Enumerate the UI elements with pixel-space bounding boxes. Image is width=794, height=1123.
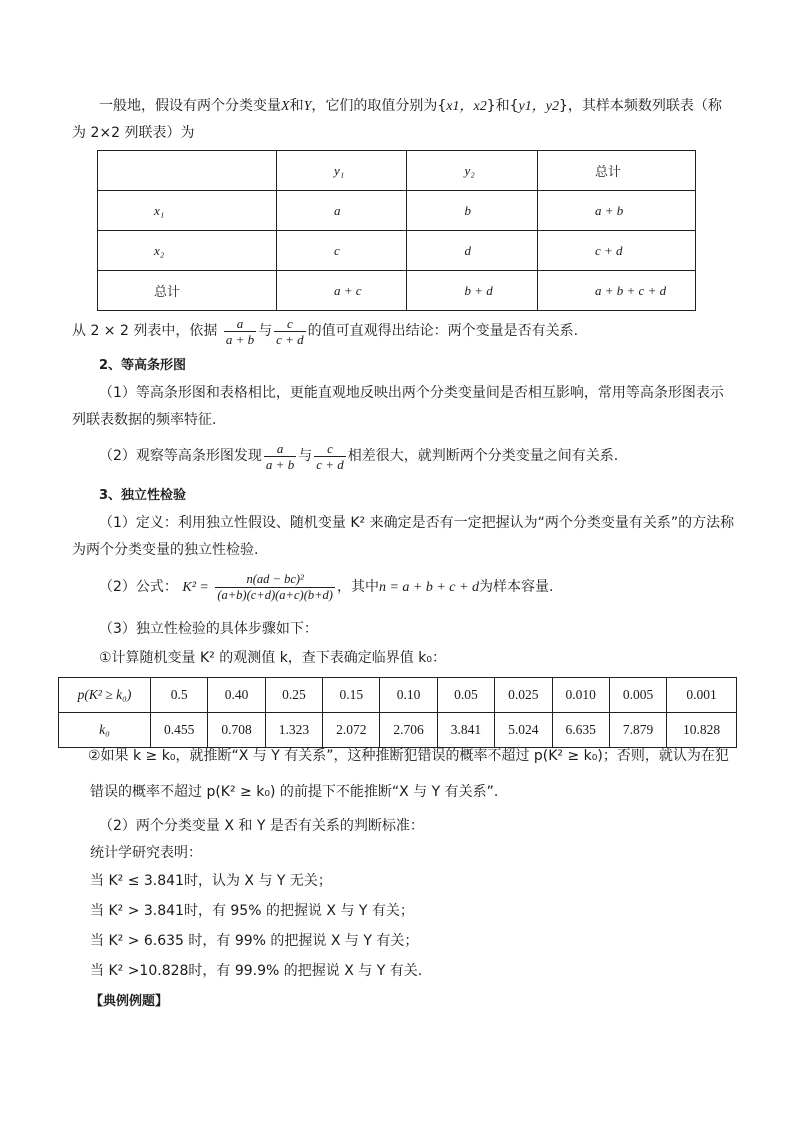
- table-cell: 3.841: [437, 713, 494, 748]
- fraction-a-over-a-plus-b: [264, 441, 296, 472]
- table-cell: 6.635: [552, 713, 609, 748]
- table-cell: 10.828: [667, 713, 737, 748]
- p2-suffix: 相差很大，就判断两个分类变量之间有关系.: [347, 448, 619, 464]
- x-values: x1，x2: [446, 99, 487, 114]
- intro-line-2: 为 2×2 列联表）为: [72, 125, 195, 141]
- table-cell: 0.010: [552, 678, 609, 713]
- table-cell: 2.072: [323, 713, 380, 748]
- step-2-line1: ②如果 k ≥ k₀，就推断“X 与 Y 有关系”，这种推断犯错误的概率不超过 p(K² ≥ k₀)；否则，就认为在犯: [88, 748, 729, 764]
- var-y: Y: [303, 99, 312, 114]
- criterion-2: 当 K² > 3.841时，有 95% 的把握说 X 与 Y 有关；: [90, 903, 414, 919]
- table-row-label: 总计: [98, 271, 277, 311]
- fraction-c-over-c-plus-d: [274, 316, 306, 347]
- step-1: ①计算随机变量 K² 的观测值 k，查下表确定临界值 k₀：: [99, 650, 446, 666]
- table-cell: d: [407, 231, 538, 271]
- section-3-title: 3、独立性检验: [99, 488, 187, 503]
- table-cell: 0.5: [151, 678, 208, 713]
- formula-tail: 为样本容量.: [478, 579, 554, 595]
- k-squared-fraction: [215, 572, 335, 603]
- fraction-numerator: c: [274, 316, 306, 332]
- formula-prefix: （2）公式：: [99, 579, 178, 595]
- criterion-3: 当 K² > 6.635 时，有 99% 的把握说 X 与 Y 有关；: [90, 933, 419, 949]
- fraction-c-over-c-plus-d: [314, 441, 346, 472]
- table-cell: b: [407, 191, 538, 231]
- p2-prefix: （2）观察等高条形图发现: [99, 448, 262, 464]
- y-values: y1，y2: [518, 99, 559, 114]
- intro-line-1: [99, 96, 722, 117]
- table-row: [98, 191, 696, 231]
- intro-text-c: }和{: [486, 98, 519, 114]
- table-cell: [98, 151, 277, 191]
- table-row-label: p(K² ≥ k₀): [59, 678, 151, 713]
- table-cell: a + b: [538, 191, 696, 231]
- fraction-a-over-a-plus-b: [224, 316, 256, 347]
- examples-heading: 【典例例题】: [90, 994, 169, 1009]
- section-2-p1-line1: （1）等高条形图和表格相比，更能直观地反映出两个分类变量间是否相互影响，常用等高条形图表示: [99, 385, 724, 401]
- table-header-cell: y₂: [407, 151, 538, 191]
- var-x: X: [281, 99, 290, 114]
- table-header-cell: 总计: [538, 151, 696, 191]
- table-cell: 0.40: [208, 678, 265, 713]
- fraction-numerator: c: [314, 441, 346, 457]
- section-2-p2: [99, 439, 618, 473]
- formula-line: [99, 568, 553, 607]
- table-cell: 0.005: [609, 678, 666, 713]
- table-cell: 0.15: [323, 678, 380, 713]
- table-row-label: x₁: [98, 191, 277, 231]
- criteria-intro: 统计学研究表明：: [90, 845, 202, 861]
- table-cell: 0.25: [265, 678, 322, 713]
- section-2-title: 2、等高条形图: [99, 358, 187, 373]
- fraction-denominator: c + d: [316, 456, 344, 472]
- definition-line1: （1）定义：利用独立性假设、随机变量 K² 来确定是否有一定把握认为“两个分类变量有关系”的方法称: [99, 515, 735, 531]
- fraction-denominator: a + b: [265, 456, 295, 472]
- table-cell: 7.879: [609, 713, 666, 748]
- formula-suffix: ，其中: [336, 579, 379, 595]
- table-row-label: k₀: [59, 713, 151, 748]
- table-row: [59, 713, 737, 748]
- fraction-denominator: (a+b)(c+d)(a+c)(b+d): [217, 587, 333, 602]
- table-cell: 5.024: [495, 713, 552, 748]
- table-cell: 0.05: [437, 678, 494, 713]
- intro-text-d: }，其样本频数列联表（称: [558, 98, 722, 114]
- from-table-prefix: 从 2 × 2 列表中，依据: [72, 323, 218, 339]
- intro-and: 和: [289, 98, 304, 114]
- intro-text-b: ，它们的取值分别为{: [311, 98, 447, 114]
- fraction-numerator: a: [264, 441, 296, 457]
- from-table-suffix: 的值可直观得出结论：两个变量是否有关系.: [307, 323, 579, 339]
- criteria-title: （2）两个分类变量 X 和 Y 是否有关系的判断标准：: [99, 818, 424, 834]
- table-row: [98, 271, 696, 311]
- table-cell: 0.10: [380, 678, 437, 713]
- table-cell: c + d: [538, 231, 696, 271]
- step-2-line2: 错误的概率不超过 p(K² ≥ k₀) 的前提下不能推断“X 与 Y 有关系”.: [90, 784, 499, 800]
- contingency-table: [97, 150, 696, 311]
- p2-mid: 与: [298, 448, 313, 464]
- table-row: [59, 678, 737, 713]
- table-cell: 0.025: [495, 678, 552, 713]
- table-cell: 0.001: [667, 678, 737, 713]
- steps-title: （3）独立性检验的具体步骤如下：: [99, 621, 318, 637]
- fraction-denominator: c + d: [276, 331, 304, 347]
- table-cell: 0.455: [151, 713, 208, 748]
- definition-line2: 为两个分类变量的独立性检验.: [72, 542, 259, 558]
- criterion-1: 当 K² ≤ 3.841时，认为 X 与 Y 无关；: [90, 873, 332, 889]
- formula-n: n = a + b + c + d: [378, 580, 479, 595]
- table-row: [98, 151, 696, 191]
- table-cell: a: [276, 191, 407, 231]
- table-row: [98, 231, 696, 271]
- section-2-p1-line2: 列联表数据的频率特征.: [72, 412, 217, 428]
- table-cell: 0.708: [208, 713, 265, 748]
- table-row-label: x₂: [98, 231, 277, 271]
- table-cell: c: [276, 231, 407, 271]
- critical-value-table: [58, 677, 737, 748]
- table-cell: a + b + c + d: [538, 271, 696, 311]
- table-cell: a + c: [276, 271, 407, 311]
- formula-lhs: K² =: [182, 580, 209, 595]
- fraction-numerator: n(ad − bc)²: [215, 572, 335, 588]
- fraction-denominator: a + b: [225, 331, 255, 347]
- from-table-line: [72, 314, 578, 348]
- table-header-cell: y₁: [276, 151, 407, 191]
- fraction-numerator: a: [224, 316, 256, 332]
- table-cell: b + d: [407, 271, 538, 311]
- table-cell: 1.323: [265, 713, 322, 748]
- criterion-4: 当 K² >10.828时，有 99.9% 的把握说 X 与 Y 有关.: [90, 963, 423, 979]
- from-table-mid: 与: [258, 323, 273, 339]
- intro-text: 一般地，假设有两个分类变量: [99, 98, 281, 114]
- table-cell: 2.706: [380, 713, 437, 748]
